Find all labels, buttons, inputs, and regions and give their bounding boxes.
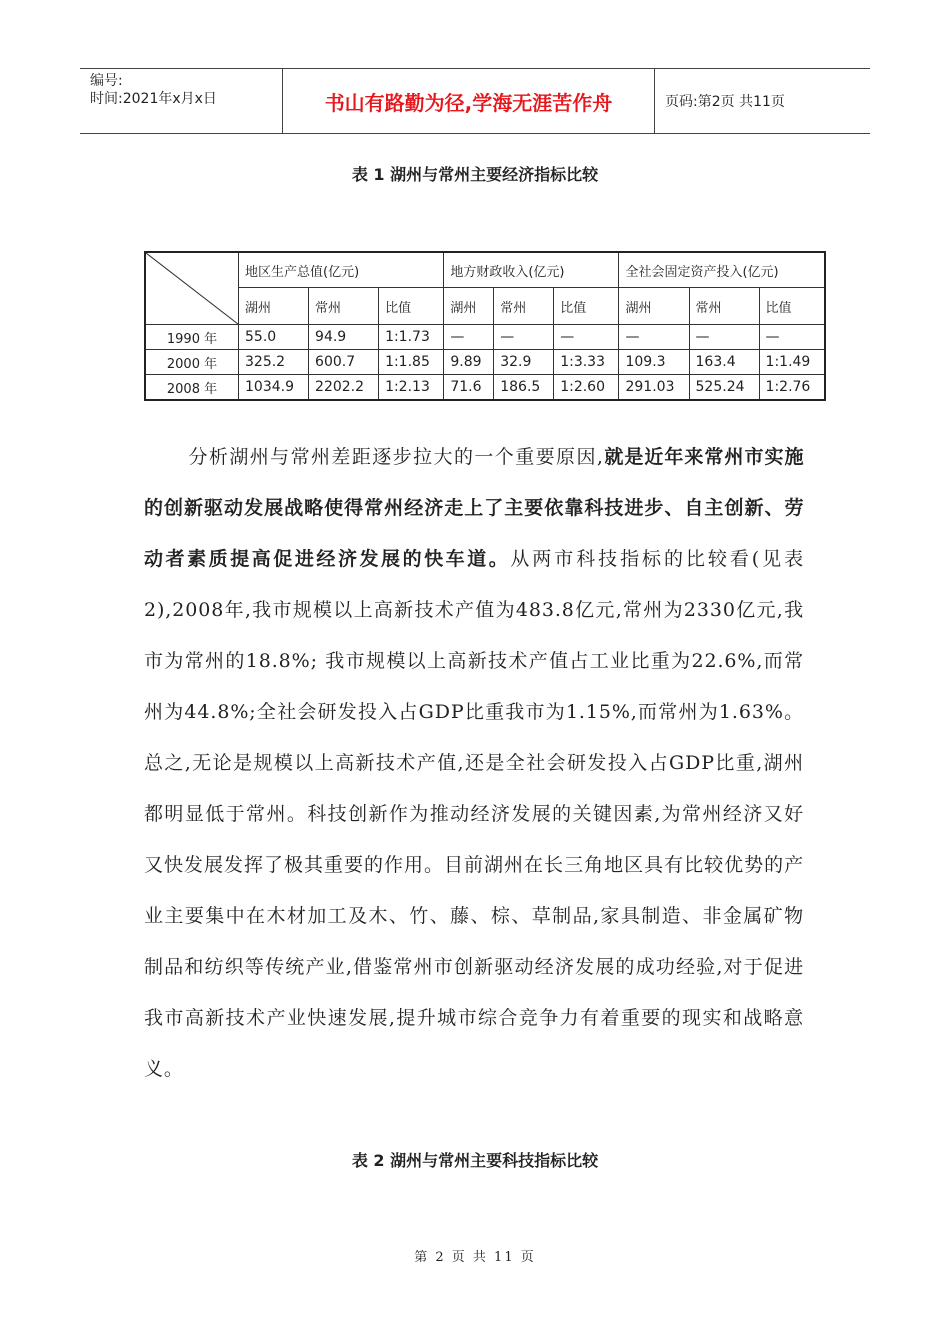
header-page-info: 页码:第2页 共11页 (665, 94, 785, 110)
table-cell: — (619, 325, 689, 350)
table-cell: — (689, 325, 759, 350)
subheader-cell: 比值 (554, 288, 619, 325)
table-cell: — (759, 325, 825, 350)
table-cell: 1:3.33 (554, 350, 619, 375)
subheader-cell: 常州 (494, 288, 554, 325)
table-cell: 525.24 (689, 375, 759, 401)
diagonal-header-cell (145, 252, 239, 325)
table1-caption: 表 1 湖州与常州主要经济指标比较 (351, 165, 599, 184)
table-cell: 2202.2 (309, 375, 379, 401)
table2-caption: 表 2 湖州与常州主要科技指标比较 (351, 1151, 599, 1170)
diagonal-line (146, 253, 238, 324)
year-cell: 1990 年 (145, 325, 239, 350)
table-cell: 1:2.60 (554, 375, 619, 401)
table-cell: — (444, 325, 494, 350)
paragraph-rest: 从两市科技指标的比较看(见表2),2008年,我市规模以上高新技术产值为483.8亿元,常州为2330亿元,我市为常州的18.8%; 我市规模以上高新技术产值占工业比重为22.6%,而常州为44.8%;全社会研发投入占GDP比重我市为1.15%,而常州为1.63%。总之,无论是规模以上高新技术产值,还是全社会研发投入占GDP比重,湖州都明显低于常州。科技创新作为推动经济发展的关键因素,为常州经济又好又快发展发挥了极其重要的作用。目前湖州在长三角地区具有比较优势的产业主要集中在木材加工及木、竹、藤、棕、草制品,家具制造、非金属矿物制品和纺织等传统产业,借鉴常州市创新驱动经济发展的成功经验,对于促进我市高新技术产业快速发展,提升城市综合竞争力有着重要的现实和战略意义。 (144, 548, 804, 1080)
year-cell: 2008 年 (145, 375, 239, 401)
table-cell: 1:2.76 (759, 375, 825, 401)
subheader-cell: 湖州 (444, 288, 494, 325)
table-row (145, 375, 825, 401)
table-cell: 32.9 (494, 350, 554, 375)
subheader-cell: 比值 (759, 288, 825, 325)
table-cell: 1034.9 (239, 375, 309, 401)
table-cell: 186.5 (494, 375, 554, 401)
table-cell: 1:1.85 (379, 350, 444, 375)
paragraph-emphasis: 就是近年来常州市实施的创新驱动发展战略使得常州经济走上了主要依靠科技进步、自主创新、劳动者素质提高促进经济发展的快车道。 (144, 446, 804, 570)
body-paragraph (144, 432, 804, 1095)
table1 (144, 251, 826, 401)
table-cell: — (494, 325, 554, 350)
year-cell: 2000 年 (145, 350, 239, 375)
table-cell: 55.0 (239, 325, 309, 350)
subheader-cell: 湖州 (619, 288, 689, 325)
table-cell: 71.6 (444, 375, 494, 401)
table-row (145, 350, 825, 375)
table-cell: 600.7 (309, 350, 379, 375)
table-header-row (145, 252, 825, 288)
table-cell: 94.9 (309, 325, 379, 350)
table-cell: 9.89 (444, 350, 494, 375)
subheader-cell: 比值 (379, 288, 444, 325)
header-motto: 书山有路勤为径,学海无涯苦作舟 (283, 69, 655, 133)
paragraph-intro: 分析湖州与常州差距逐步拉大的一个重要原因, (188, 446, 604, 468)
table-cell: 163.4 (689, 350, 759, 375)
table-cell: 325.2 (239, 350, 309, 375)
table-cell: 109.3 (619, 350, 689, 375)
table-subheader-row (145, 288, 825, 325)
doc-number-label: 编号: (90, 73, 123, 89)
group-header-investment: 全社会固定资产投入(亿元) (619, 252, 825, 288)
table-row (145, 325, 825, 350)
subheader-cell: 湖州 (239, 288, 309, 325)
table-cell: 291.03 (619, 375, 689, 401)
page-header (80, 68, 870, 134)
subheader-cell: 常州 (309, 288, 379, 325)
page-footer: 第 2 页 共 11 页 (414, 1250, 536, 1265)
group-header-revenue: 地方财政收入(亿元) (444, 252, 619, 288)
date-line: 时间:2021年x月x日 (90, 91, 217, 107)
subheader-cell: 常州 (689, 288, 759, 325)
header-meta (80, 69, 283, 133)
table-cell: 1:1.49 (759, 350, 825, 375)
table-cell: — (554, 325, 619, 350)
group-header-gdp: 地区生产总值(亿元) (239, 252, 444, 288)
table-cell: 1:2.13 (379, 375, 444, 401)
table-cell: 1:1.73 (379, 325, 444, 350)
